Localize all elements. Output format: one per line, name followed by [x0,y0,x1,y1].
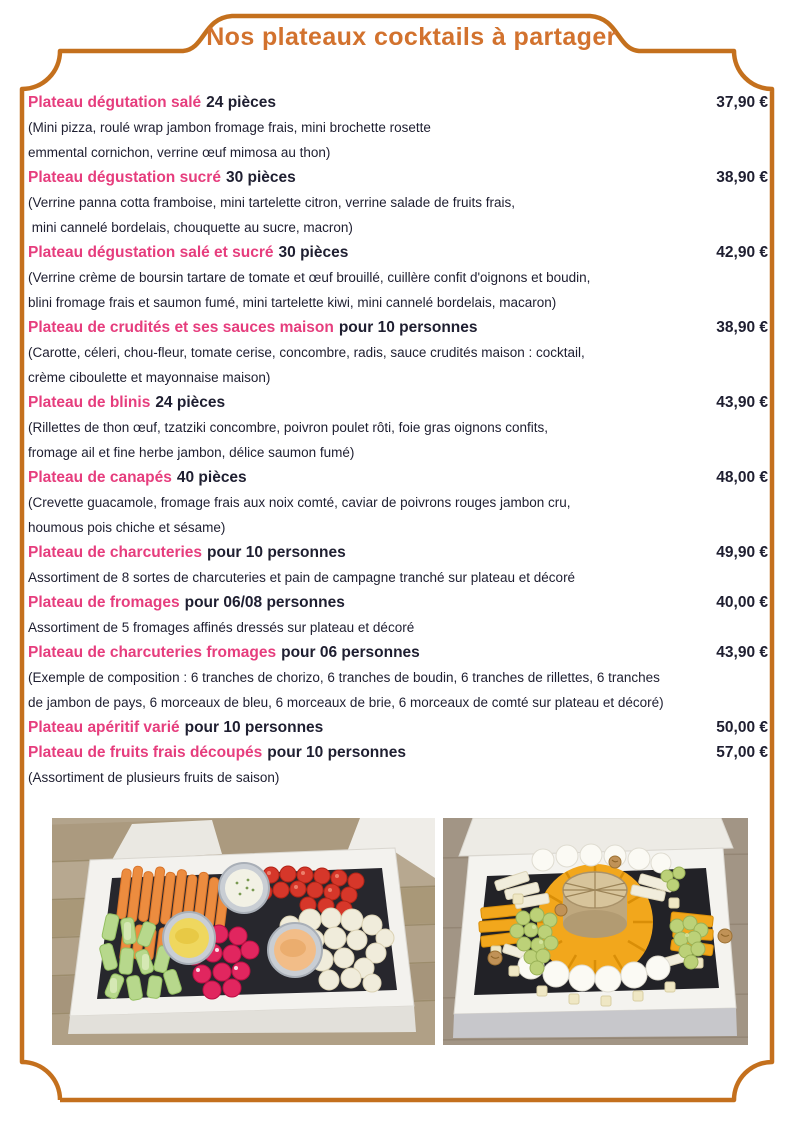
menu-item-price: 43,90 € [716,643,768,661]
menu-item-desc-line: blini fromage frais et saumon fumé, mini tartelette kiwi, mini cannelé bordelais, macaron) [28,295,557,310]
menu-item-desc-line: crème ciboulette et mayonnaise maison) [28,370,271,385]
menu-item-qty: pour 10 personnes [267,743,406,761]
menu-item-descs [28,340,768,390]
menu-item-name: Plateau de fruits frais découpés [28,743,263,761]
menu-item-desc-line: houmous pois chiche et sésame) [28,520,226,535]
menu-item-qty: pour 06 personnes [281,643,420,661]
menu-item-desc-line: (Mini pizza, roulé wrap jambon fromage frais, mini brochette rosette [28,120,431,135]
menu-item-desc-line: (Assortiment de plusieurs fruits de saison) [28,770,280,785]
menu-item-desc-line: de jambon de pays, 6 morceaux de bleu, 6 morceaux de brie, 6 morceaux de comté sur plateau et décoré) [28,695,664,710]
menu-item-header [28,590,768,615]
menu-item [28,465,768,540]
menu-item-desc-line: (Crevette guacamole, fromage frais aux noix comté, caviar de poivrons rouges jambon cru, [28,495,571,510]
menu-item-price: 48,00 € [716,468,768,486]
menu-item-descs [28,765,768,790]
menu-item-qty: pour 10 personnes [184,718,324,736]
menu-item [28,240,768,315]
menu-item [28,90,768,165]
menu-item-header [28,90,768,115]
menu-item-desc-line: (Carotte, céleri, chou-fleur, tomate cerise, concombre, radis, sauce crudités maison : cocktail, [28,345,585,360]
menu-item-price: 50,00 € [716,718,768,736]
menu-item-header [28,465,768,490]
menu-item-price: 38,90 € [716,168,768,186]
menu-item-name: Plateau dégutation salé [28,93,202,111]
menu-item-header [28,165,768,190]
menu-item-price: 38,90 € [716,318,768,336]
menu-item-desc-line: emmental cornichon, verrine œuf mimosa au thon) [28,145,331,160]
menu-item-qty: 24 pièces [206,93,276,111]
menu-item [28,715,768,740]
menu-item-header [28,640,768,665]
menu-item [28,390,768,465]
menu-item-desc-line: (Exemple de composition : 6 tranches de chorizo, 6 tranches de boudin, 6 tranches de rillettes, 6 tranches [28,670,660,685]
menu-item-desc-line: Assortiment de 8 sortes de charcuteries et pain de campagne tranché sur plateau et décoré [28,570,576,585]
menu-item-price: 40,00 € [716,593,768,611]
menu-item-name: Plateau dégustation salé et sucré [28,243,274,261]
cheese-platter-photo [443,818,748,1045]
menu-item [28,165,768,240]
menu-item-header [28,715,768,740]
menu-item [28,315,768,390]
menu-item-qty: pour 10 personnes [338,318,478,336]
menu-item-header [28,390,768,415]
menu-item-name: Plateau apéritif varié [28,718,180,736]
menu-item [28,590,768,640]
menu-item-desc-line: mini cannelé bordelais, chouquette au sucre, macron) [28,220,353,235]
menu-item-desc-line: (Verrine crème de boursin tartare de tomate et œuf brouillé, cuillère confit d'oignons et boudin, [28,270,591,285]
menu-item-descs [28,565,768,590]
menu-item-price: 49,90 € [716,543,768,561]
menu-item-qty: pour 06/08 personnes [184,593,345,611]
menu-item-name: Plateau de charcuteries fromages [28,643,277,661]
menu-item-name: Plateau de crudités et ses sauces maison [28,318,334,336]
menu-item-header [28,315,768,340]
menu-item-name: Plateau dégustation sucré [28,168,221,186]
menu-item-descs [28,665,768,715]
menu-item-header [28,540,768,565]
menu-item-descs [28,490,768,540]
menu-item-price: 37,90 € [716,93,768,111]
menu-item-descs [28,615,768,640]
menu-item-qty: pour 10 personnes [207,543,346,561]
menu-list [28,90,768,790]
menu-item-desc-line: (Verrine panna cotta framboise, mini tartelette citron, verrine salade de fruits frais, [28,195,515,210]
menu-item-desc-line: (Rillettes de thon œuf, tzatziki concombre, poivron poulet rôti, foie gras oignons confits, [28,420,549,435]
menu-item-header [28,740,768,765]
menu-item-descs [28,415,768,465]
menu-item-qty: 30 pièces [278,243,349,261]
menu-item-desc-line: fromage ail et fine herbe jambon, délice saumon fumé) [28,445,355,460]
menu-item-price: 42,90 € [716,243,768,261]
menu-item-price: 57,00 € [716,743,768,761]
menu-item-descs [28,115,768,165]
menu-item-name: Plateau de charcuteries [28,543,203,561]
menu-item [28,640,768,715]
menu-item-price: 43,90 € [716,393,768,411]
menu-item-name: Plateau de blinis [28,393,151,411]
menu-item-qty: 30 pièces [225,168,296,186]
menu-item-name: Plateau de fromages [28,593,180,611]
menu-item-descs [28,265,768,315]
menu-item [28,540,768,590]
menu-item-qty: 40 pièces [176,468,247,486]
menu-item-name: Plateau de canapés [28,468,172,486]
menu-item-qty: 24 pièces [155,393,226,411]
page-title: Nos plateaux cocktails à partager [206,23,617,51]
menu-item [28,740,768,790]
menu-item-header [28,240,768,265]
crudites-platter-photo [52,818,435,1045]
menu-item-descs [28,190,768,240]
menu-item-desc-line: Assortiment de 5 fromages affinés dressés sur plateau et décoré [28,620,415,635]
